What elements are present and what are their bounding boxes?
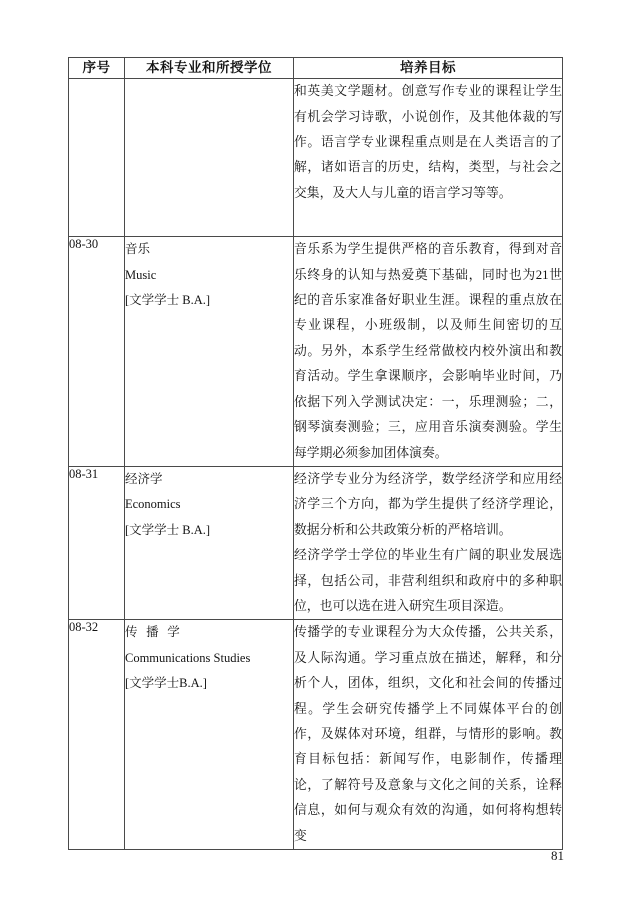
column-header-serial-number: 序号 xyxy=(69,58,125,79)
major-name-en: Communications Studies xyxy=(125,650,251,665)
cell-major-and-degree xyxy=(125,466,294,619)
training-objective-paragraph: 经济学专业分为经济学，数学经济学和应用经济学三个方向，都为学生提供了经济学理论，数据分析和公共政策分析的严格培训。 xyxy=(294,471,562,537)
cell-training-objective xyxy=(294,620,563,850)
major-name-block xyxy=(125,620,293,697)
major-name-block xyxy=(125,237,293,314)
training-objective-paragraph: 传播学的专业课程分为大众传播，公共关系，及人际沟通。学习重点放在描述，解释，和分析个人，团体，组织，文化和社会间的传播过程。学生会研究传播学上不同媒体平台的创作，及媒体对环境，组群，与情形的影响。教育目标包括：新闻写作，电影制作，传播理论，了解符号及意象与文化之间的关系，诠释信息，如何与观众有效的沟通，如何将构想转变 xyxy=(294,625,562,843)
major-name-cn: 音乐 xyxy=(125,242,151,257)
cell-serial-number xyxy=(69,237,125,467)
major-name-en: Music xyxy=(125,267,157,282)
major-degree: [文学学士 B.A.] xyxy=(125,293,211,308)
cell-serial-number xyxy=(69,466,125,619)
table-row xyxy=(69,466,563,619)
cell-training-objective xyxy=(294,466,563,619)
cell-major-and-degree xyxy=(125,79,294,237)
training-objective-paragraph: 音乐系为学生提供严格的音乐教育，得到对音乐终身的认知与热爱奠下基础，同时也为21世纪的音乐家准备好职业生涯。课程的重点放在专业课程，小班级制，以及师生间密切的互动。另外，本系学生经常做校内校外演出和教育活动。学生拿课顺序，会影响毕业时间，乃依据下列入学测试决定：一，乐理测验；二，钢琴演奏测验；三，应用音乐演奏测验。学生每学期必须参加团体演奏。 xyxy=(294,242,562,460)
cell-major-and-degree xyxy=(125,620,294,850)
serial-number-text: 08-30 xyxy=(69,237,99,252)
major-name-cn: 传 播 学 xyxy=(125,625,183,640)
training-objective-paragraph: 经济学学士学位的毕业生有广阔的职业发展选择，包括公司，非营利组织和政府中的多种职位，也可以选在进入研究生项目深造。 xyxy=(294,548,562,613)
serial-number-text: 08-32 xyxy=(69,620,99,635)
table-header xyxy=(69,58,563,79)
majors-table xyxy=(68,57,563,850)
column-header-major-and-degree: 本科专业和所授学位 xyxy=(125,58,294,79)
major-name-block xyxy=(125,467,293,544)
cell-training-objective xyxy=(294,79,563,237)
training-objective-paragraph: 和英美文学题材。创意写作专业的课程让学生有机会学习诗歌，小说创作，及其他体裁的写作。语言学专业课程重点则是在人类语言的了解，诸如语言的历史，结构，类型，与社会之交集，及大人与儿童的语言学习等等。 xyxy=(294,84,562,200)
serial-number-text: 08-31 xyxy=(69,466,99,481)
major-degree: [文学学士 B.A.] xyxy=(125,522,211,537)
table-row xyxy=(69,237,563,467)
table-row xyxy=(69,620,563,850)
cell-training-objective xyxy=(294,237,563,467)
major-name-en: Economics xyxy=(125,497,181,512)
major-name-cn: 经济学 xyxy=(125,471,163,486)
table-header-row xyxy=(69,58,563,79)
page-number: 81 xyxy=(551,848,564,863)
table-body xyxy=(69,79,563,850)
column-header-training-objective: 培养目标 xyxy=(294,58,563,79)
cell-major-and-degree xyxy=(125,237,294,467)
cell-serial-number xyxy=(69,620,125,850)
table-row xyxy=(69,79,563,237)
major-degree: [文学学士B.A.] xyxy=(125,676,207,691)
cell-serial-number xyxy=(69,79,125,237)
